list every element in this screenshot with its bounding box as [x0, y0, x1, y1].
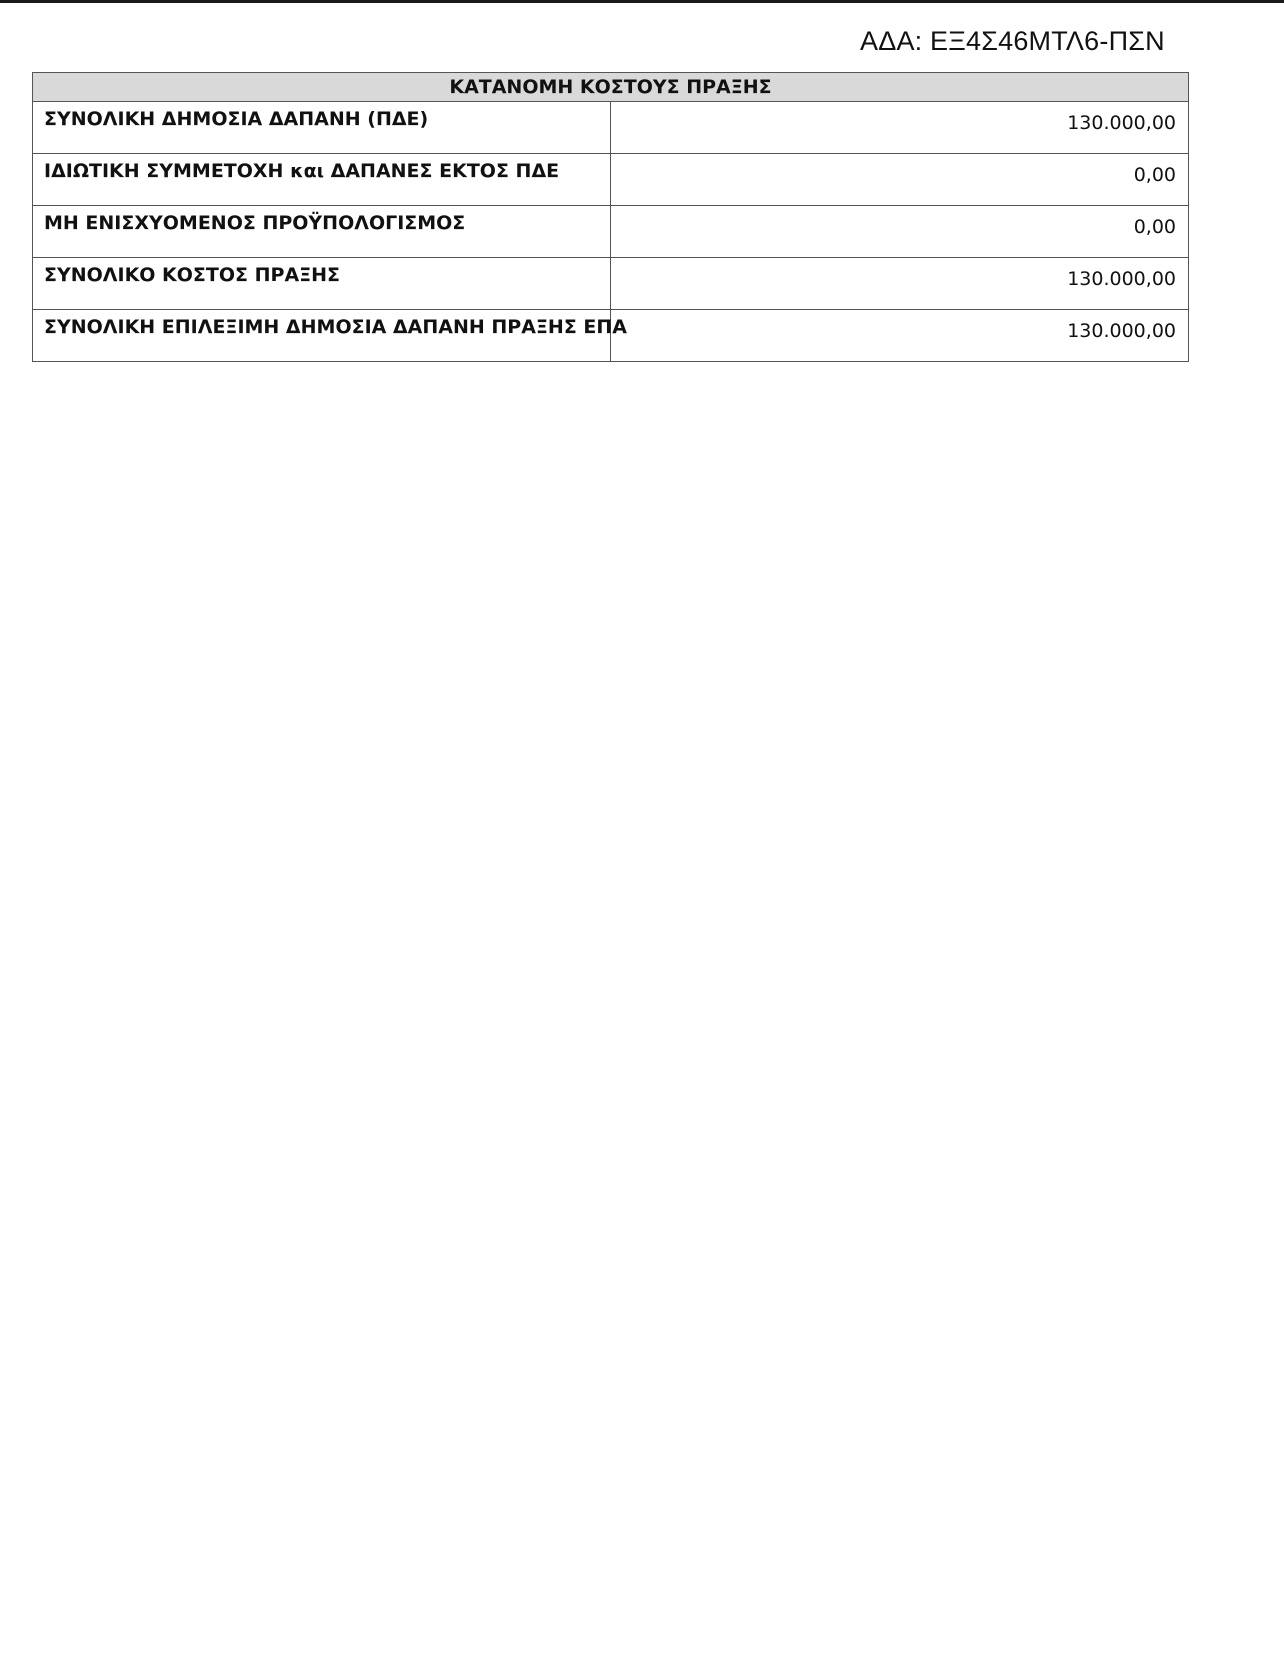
table-title: ΚΑΤΑΝΟΜΗ ΚΟΣΤΟΥΣ ΠΡΑΞΗΣ: [33, 73, 1189, 102]
table-row: [33, 206, 1189, 258]
row-value: 0,00: [611, 206, 1189, 258]
row-value: 0,00: [611, 154, 1189, 206]
table-row: [33, 310, 1189, 362]
table-row: [33, 154, 1189, 206]
table-row: [33, 102, 1189, 154]
row-label: ΙΔΙΩΤΙΚΗ ΣΥΜΜΕΤΟΧΗ και ΔΑΠΑΝΕΣ ΕΚΤΟΣ ΠΔΕ: [33, 154, 611, 206]
row-label: ΣΥΝΟΛΙΚΗ ΔΗΜΟΣΙΑ ΔΑΠΑΝΗ (ΠΔΕ): [33, 102, 611, 154]
row-value: 130.000,00: [611, 258, 1189, 310]
ada-code: ΑΔΑ: ΕΞ4Σ46ΜΤΛ6-ΠΣΝ: [860, 26, 1165, 56]
table-header-row: [33, 73, 1189, 102]
cost-allocation-table: [32, 72, 1189, 362]
row-label: ΣΥΝΟΛΙΚΟ ΚΟΣΤΟΣ ΠΡΑΞΗΣ: [33, 258, 611, 310]
top-border-line: [0, 0, 1284, 3]
table-row: [33, 258, 1189, 310]
row-value: 130.000,00: [611, 310, 1189, 362]
row-label: ΣΥΝΟΛΙΚΗ ΕΠΙΛΕΞΙΜΗ ΔΗΜΟΣΙΑ ΔΑΠΑΝΗ ΠΡΑΞΗΣ ΕΠΑ: [33, 310, 611, 362]
row-value: 130.000,00: [611, 102, 1189, 154]
row-label: ΜΗ ΕΝΙΣΧΥΟΜΕΝΟΣ ΠΡΟΫΠΟΛΟΓΙΣΜΟΣ: [33, 206, 611, 258]
